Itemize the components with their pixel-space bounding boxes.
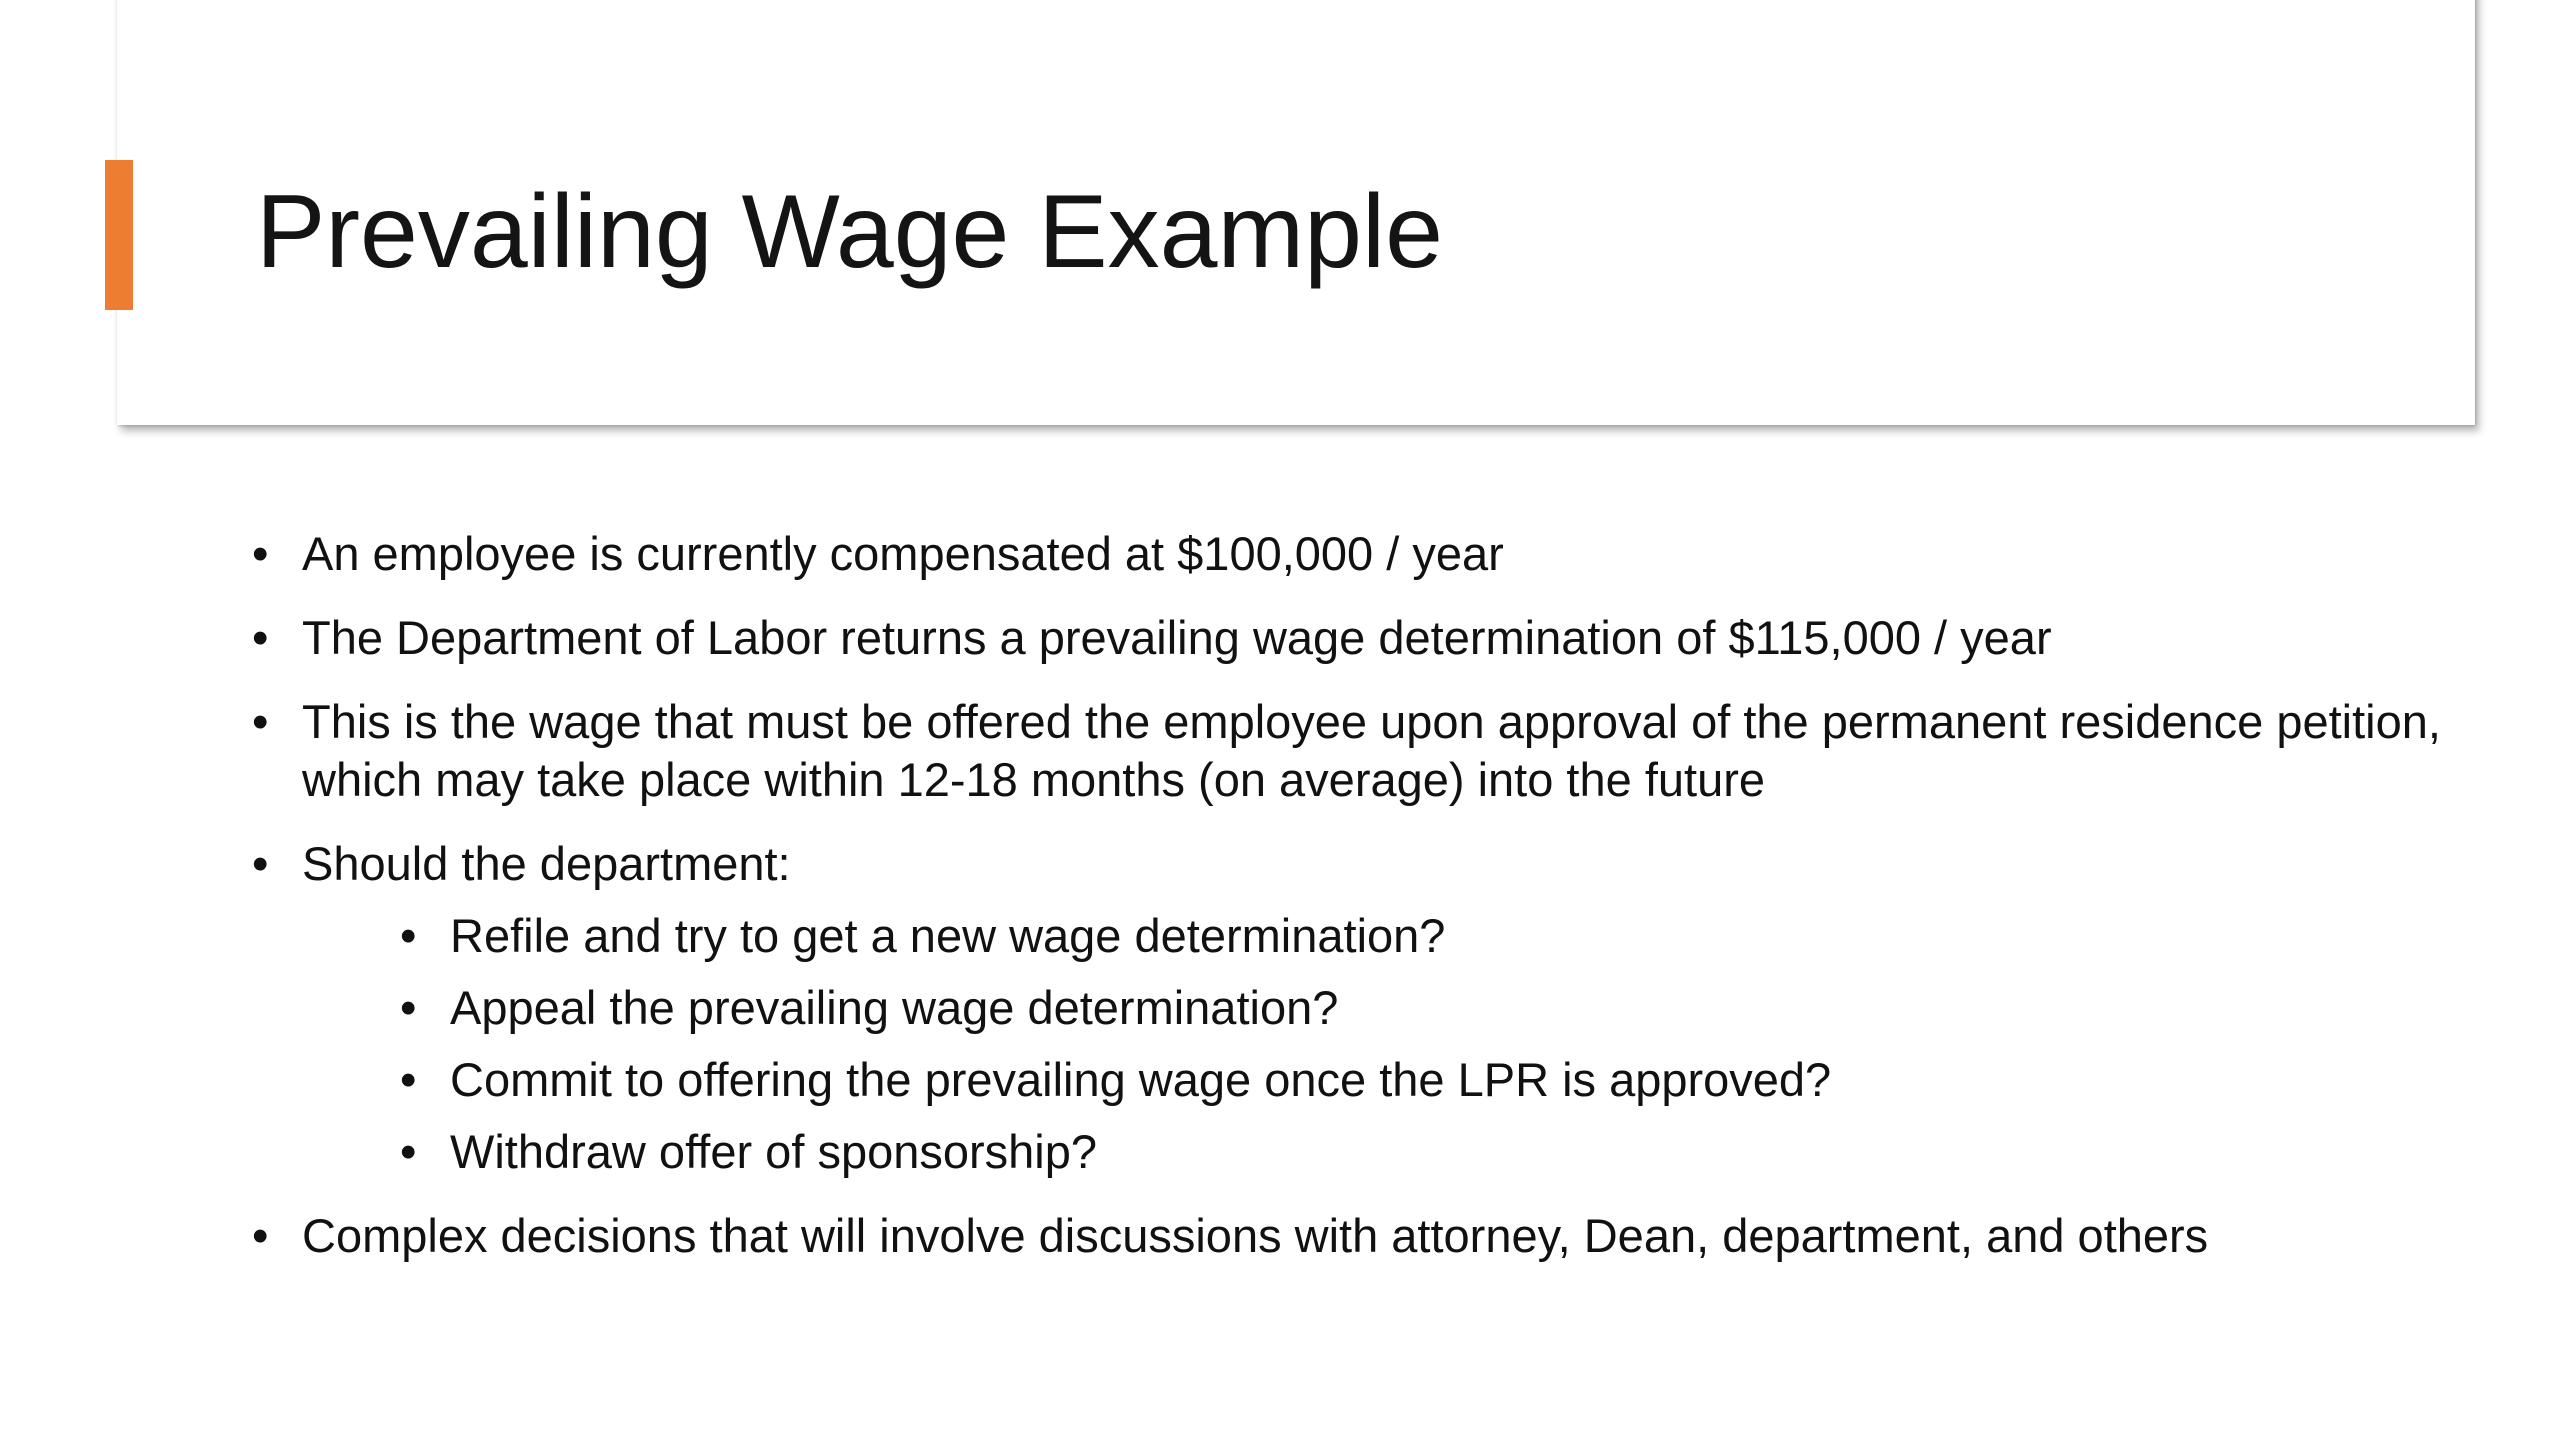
title-accent-bar <box>105 160 133 310</box>
sub-bullet-list <box>302 907 2480 1181</box>
bullet-item: • This is the wage that must be offered the employee upon approval of the permanent residence petition, which may take place within 12-18 months (on average) into the future <box>250 693 2480 809</box>
sub-bullet-item: • Refile and try to get a new wage determination? <box>398 907 2480 965</box>
bullet-text: Should the department: <box>302 837 791 890</box>
sub-bullet-item: • Withdraw offer of sponsorship? <box>398 1123 2480 1181</box>
slide-title: Prevailing Wage Example <box>256 174 1443 290</box>
bullet-item-with-subs <box>250 835 2480 1181</box>
bullet-list <box>250 525 2480 1265</box>
sub-bullet-item: • Commit to offering the prevailing wage once the LPR is approved? <box>398 1051 2480 1109</box>
bullet-item: • An employee is currently compensated at $100,000 / year <box>250 525 2480 583</box>
sub-bullet-item: • Appeal the prevailing wage determination? <box>398 979 2480 1037</box>
bullet-item: • The Department of Labor returns a prevailing wage determination of $115,000 / year <box>250 609 2480 667</box>
bullet-item: • Complex decisions that will involve discussions with attorney, Dean, department, and others <box>250 1207 2480 1265</box>
